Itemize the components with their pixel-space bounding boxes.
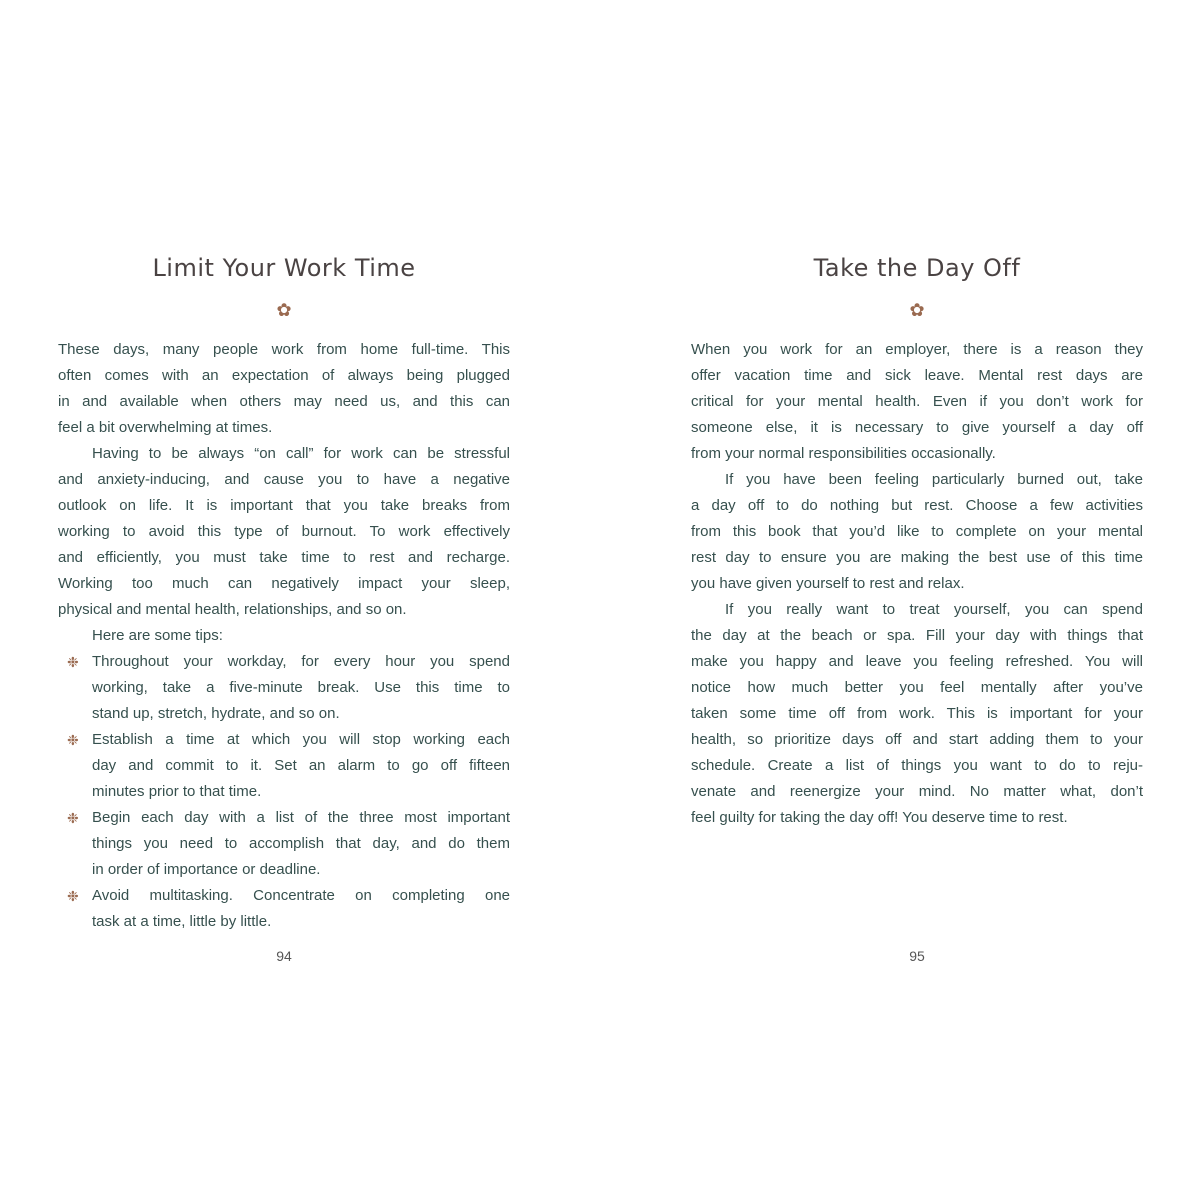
text-line: Avoid multitasking. Concentrate on completing one <box>92 887 510 904</box>
paragraph <box>691 337 1143 467</box>
flower-bullet-icon: ❉ <box>67 888 79 904</box>
text-line: feel a bit overwhelming at times. <box>58 419 273 436</box>
text-line: stand up, stretch, hydrate, and so on. <box>92 705 340 722</box>
text-line: schedule. Create a list of things you want to do to reju- <box>691 757 1143 774</box>
text-line: from your normal responsibilities occasionally. <box>691 445 996 462</box>
flower-bullet-icon: ❉ <box>67 732 79 748</box>
text-line: critical for your mental health. Even if you don’t work for <box>691 393 1143 410</box>
paragraph <box>58 337 510 441</box>
text-line: in order of importance or deadline. <box>92 861 321 878</box>
text-line: notice how much better you feel mentally after you’ve <box>691 679 1143 696</box>
text-line: someone else, it is necessary to give yourself a day off <box>691 419 1143 436</box>
flower-bullet-icon: ❉ <box>67 810 79 826</box>
text-line: from this book that you’d like to complete on your mental <box>691 523 1143 540</box>
flower-ornament-icon: ✿ <box>276 300 292 320</box>
text-line: minutes prior to that time. <box>92 783 262 800</box>
paragraph <box>58 623 510 649</box>
text-line: you have given yourself to rest and relax. <box>691 575 965 592</box>
text-line: in and available when others may need us, and this can <box>58 393 510 410</box>
paragraph <box>691 467 1143 597</box>
text-line: task at a time, little by little. <box>92 913 272 930</box>
text-line: working, take a five-minute break. Use this time to <box>92 679 510 696</box>
text-line: and efficiently, you must take time to rest and recharge. <box>58 549 510 566</box>
page-number: 94 <box>276 948 292 964</box>
text-line: Begin each day with a list of the three most important <box>92 809 510 826</box>
page-body <box>691 337 1143 831</box>
text-line: day and commit to it. Set an alarm to go off fifteen <box>92 757 510 774</box>
list-item <box>58 727 510 805</box>
text-line: If you have been feeling particularly burned out, take <box>725 471 1143 488</box>
text-line: and anxiety-inducing, and cause you to have a negative <box>58 471 510 488</box>
flower-ornament-icon: ✿ <box>909 300 925 320</box>
text-line: When you work for an employer, there is a reason they <box>691 341 1143 358</box>
page-body <box>58 337 510 935</box>
text-line: often comes with an expectation of always being plugged <box>58 367 510 384</box>
text-line: Establish a time at which you will stop working each <box>92 731 510 748</box>
flower-bullet-icon: ❉ <box>67 654 79 670</box>
page-title: Limit Your Work Time <box>152 254 416 282</box>
list-item <box>58 883 510 935</box>
text-line: If you really want to treat yourself, you can spend <box>725 601 1143 618</box>
list-item <box>58 649 510 727</box>
paragraph <box>58 441 510 623</box>
text-line: working to avoid this type of burnout. To work effectively <box>58 523 510 540</box>
list-item <box>58 805 510 883</box>
text-line: make you happy and leave you feeling refreshed. You will <box>691 653 1143 670</box>
text-line: physical and mental health, relationships, and so on. <box>58 601 407 618</box>
text-line: the day at the beach or spa. Fill your day with things that <box>691 627 1143 644</box>
paragraph <box>691 597 1143 831</box>
text-line: things you need to accomplish that day, and do them <box>92 835 510 852</box>
text-line: health, so prioritize days off and start adding them to your <box>691 731 1143 748</box>
text-line: offer vacation time and sick leave. Mental rest days are <box>691 367 1143 384</box>
text-line: feel guilty for taking the day off! You deserve time to rest. <box>691 809 1068 826</box>
text-line: Working too much can negatively impact your sleep, <box>58 575 510 592</box>
text-line: taken some time off from work. This is important for your <box>691 705 1143 722</box>
text-line: Here are some tips: <box>92 627 223 644</box>
text-line: rest day to ensure you are making the best use of this time <box>691 549 1143 566</box>
text-line: venate and reenergize your mind. No matter what, don’t <box>691 783 1143 800</box>
text-line: Throughout your workday, for every hour you spend <box>92 653 510 670</box>
text-line: outlook on life. It is important that you take breaks from <box>58 497 510 514</box>
page-title: Take the Day Off <box>813 254 1021 282</box>
text-line: a day off to do nothing but rest. Choose a few activities <box>691 497 1143 514</box>
text-line: Having to be always “on call” for work can be stressful <box>92 445 510 462</box>
text-line: These days, many people work from home full-time. This <box>58 341 510 358</box>
page-number: 95 <box>909 948 925 964</box>
